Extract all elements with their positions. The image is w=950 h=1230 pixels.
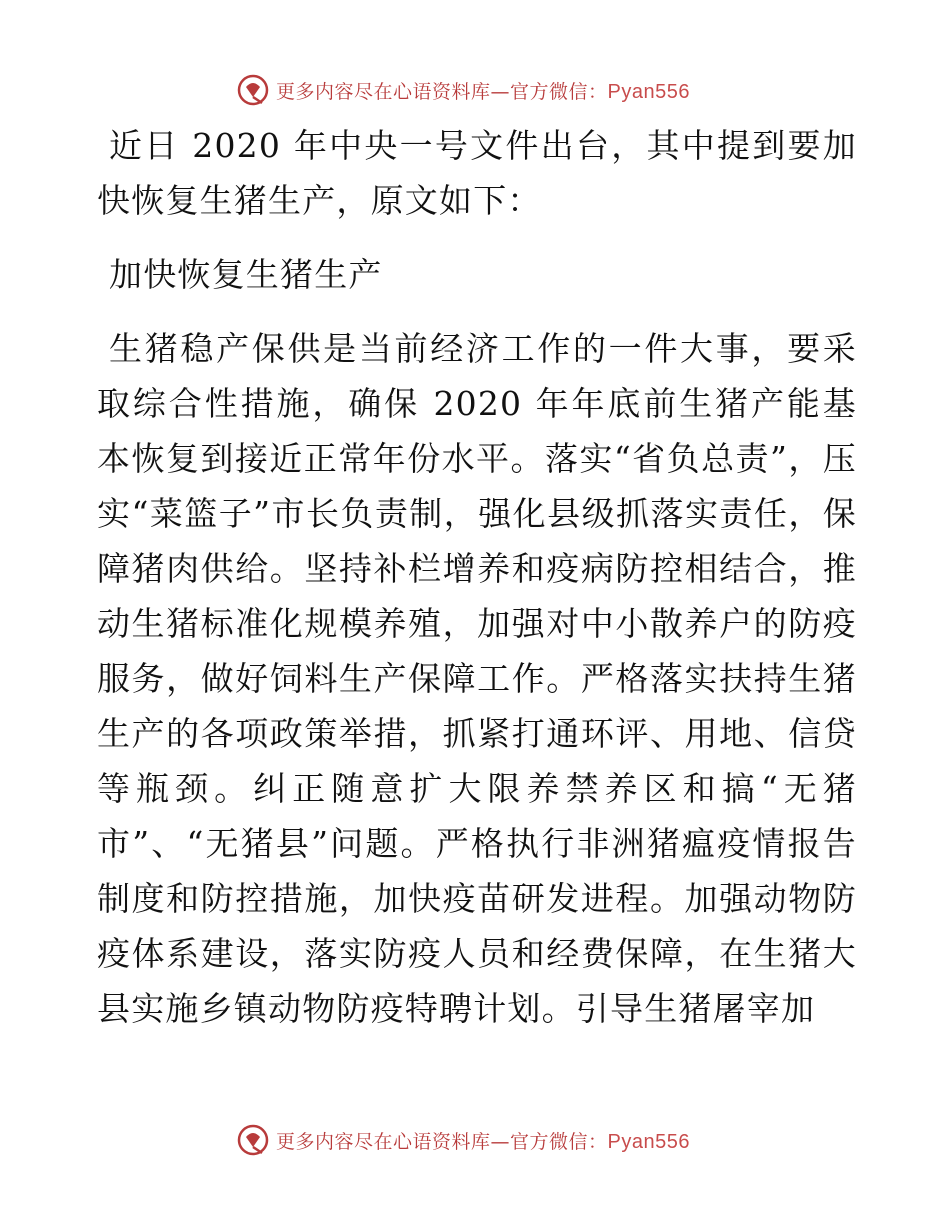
heart-pen-logo-icon [236, 73, 270, 107]
watermark-title: 更多内容尽在心语资料库 [276, 1130, 491, 1153]
watermark-account: Pyan556 [607, 80, 690, 103]
heart-pen-logo-icon [236, 1123, 270, 1157]
watermark-text [276, 77, 690, 104]
paragraph-intro: 近日 2020 年中央一号文件出台，其中提到要加快恢复生猪生产，原文如下： [97, 126, 857, 220]
document-body [97, 118, 857, 1036]
watermark-label: 官方微信： [510, 80, 608, 103]
watermark-text [276, 1127, 690, 1154]
watermark-account: Pyan556 [607, 1130, 690, 1153]
watermark-dash: — [490, 1130, 511, 1153]
watermark-title: 更多内容尽在心语资料库 [276, 80, 491, 103]
watermark-dash: — [490, 80, 511, 103]
watermark-header [236, 72, 690, 108]
watermark-label: 官方微信： [510, 1130, 608, 1153]
watermark-footer [236, 1122, 690, 1158]
paragraph-body: 生猪稳产保供是当前经济工作的一件大事，要采取综合性措施，确保 2020 年年底前生猪产能基本恢复到接近正常年份水平。落实“省负总责”，压实“菜篮子”市长负责制，强化县级抓落实责任，保障猪肉供给。坚持补栏增养和疫病防控相结合，推动生猪标准化规模养殖，加强对中小散养户的防疫服务，做好饲料生产保障工作。严格落实扶持生猪生产的各项政策举措，抓紧打通环评、用地、信贷等瓶颈。纠正随意扩大限养禁养区和搞“无猪市”、“无猪县”问题。严格执行非洲猪瘟疫情报告制度和防控措施，加快疫苗研发进程。加强动物防疫体系建设，落实防疫人员和经费保障，在生猪大县实施乡镇动物防疫特聘计划。引导生猪屠宰加 [97, 329, 857, 1028]
section-heading: 加快恢复生猪生产 [109, 255, 383, 294]
